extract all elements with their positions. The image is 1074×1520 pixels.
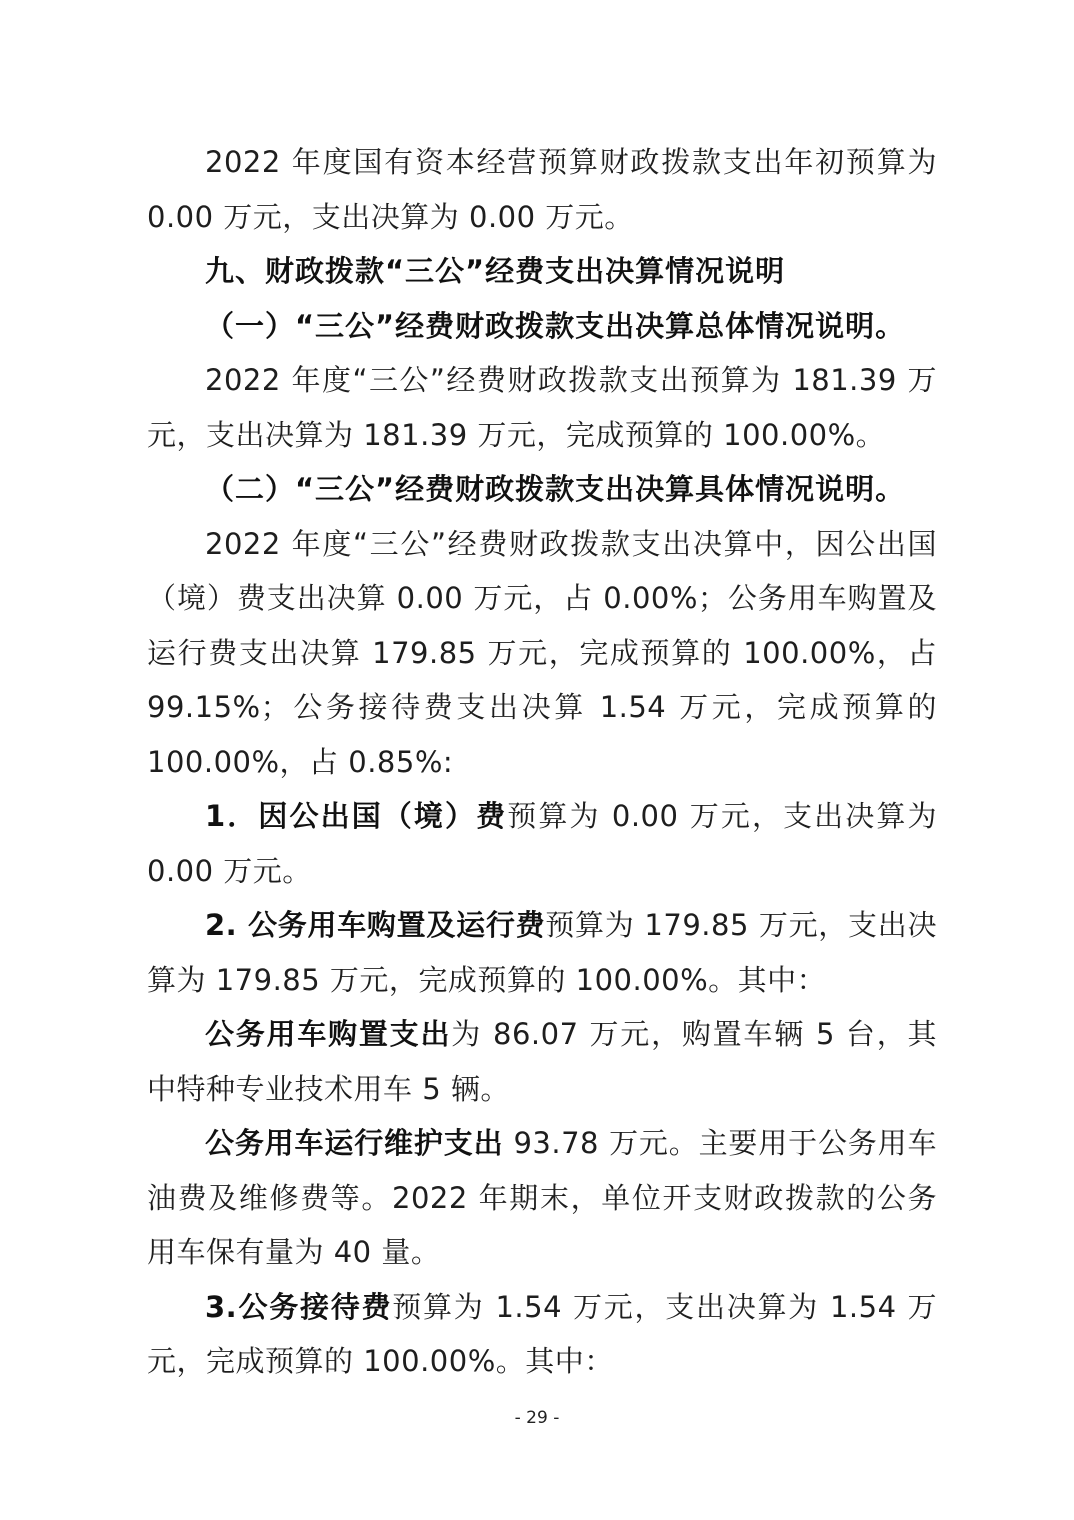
paragraph-vehicle-purchase — [147, 1007, 937, 1116]
vehicles-label: 2. 公务用车购置及运行费 — [205, 908, 546, 942]
vehicle-maintenance-text: 93.78 万元。主要用于公务用车油费及维修费等。2022 年期末，单位开支财政拨款的公务用车保有量为 40 量。 — [147, 1126, 937, 1269]
paragraph-specific: 2022 年度“三公”经费财政拨款支出决算中，因公出国（境）费支出决算 0.00 万元，占 0.00%；公务用车购置及运行费支出决算 179.85 万元，完成预算的 100.00%，占 99.15%；公务接待费支出决算 1.54 万元，完成预算的 100.00%，占 0.85%: — [147, 526, 937, 779]
paragraph-overseas — [147, 789, 937, 898]
page-number: - 29 - — [514, 1408, 560, 1428]
paragraph-overall: 2022 年度“三公”经费财政拨款支出预算为 181.39 万元，支出决算为 181.39 万元，完成预算的 100.00%。 — [147, 363, 937, 452]
overseas-text: 预算为 0.00 万元，支出决算为 0.00 万元。 — [147, 799, 937, 888]
overseas-label: 1．因公出国（境）费 — [205, 799, 508, 833]
reception-text: 预算为 1.54 万元，支出决算为 1.54 万元，完成预算的 100.00%。其中： — [147, 1289, 938, 1378]
section-heading-three-public: 九、财政拨款“三公”经费支出决算情况说明 — [205, 254, 786, 288]
vehicle-purchase-text: 为 86.07 万元，购置车辆 5 台，其中特种专业技术用车 5 辆。 — [147, 1017, 937, 1106]
reception-label: 3.公务接待费 — [205, 1289, 393, 1324]
paragraph-vehicle-maintenance — [147, 1116, 937, 1280]
subheading-specific: （二）“三公”经费财政拨款支出决算具体情况说明。 — [205, 472, 906, 506]
vehicle-purchase-label: 公务用车购置支出 — [205, 1017, 452, 1051]
page-body — [147, 135, 937, 1389]
subheading-overall: （一）“三公”经费财政拨款支出决算总体情况说明。 — [205, 308, 906, 343]
vehicle-maintenance-label: 公务用车运行维护支出 — [205, 1126, 504, 1160]
vehicles-text: 预算为 179.85 万元，支出决算为 179.85 万元，完成预算的 100.00%。其中： — [147, 908, 937, 997]
paragraph-reception — [147, 1280, 937, 1389]
paragraph-state-capital-budget: 2022 年度国有资本经营预算财政拨款支出年初预算为 0.00 万元，支出决算为 0.00 万元。 — [147, 145, 937, 234]
paragraph-vehicles — [147, 898, 937, 1007]
